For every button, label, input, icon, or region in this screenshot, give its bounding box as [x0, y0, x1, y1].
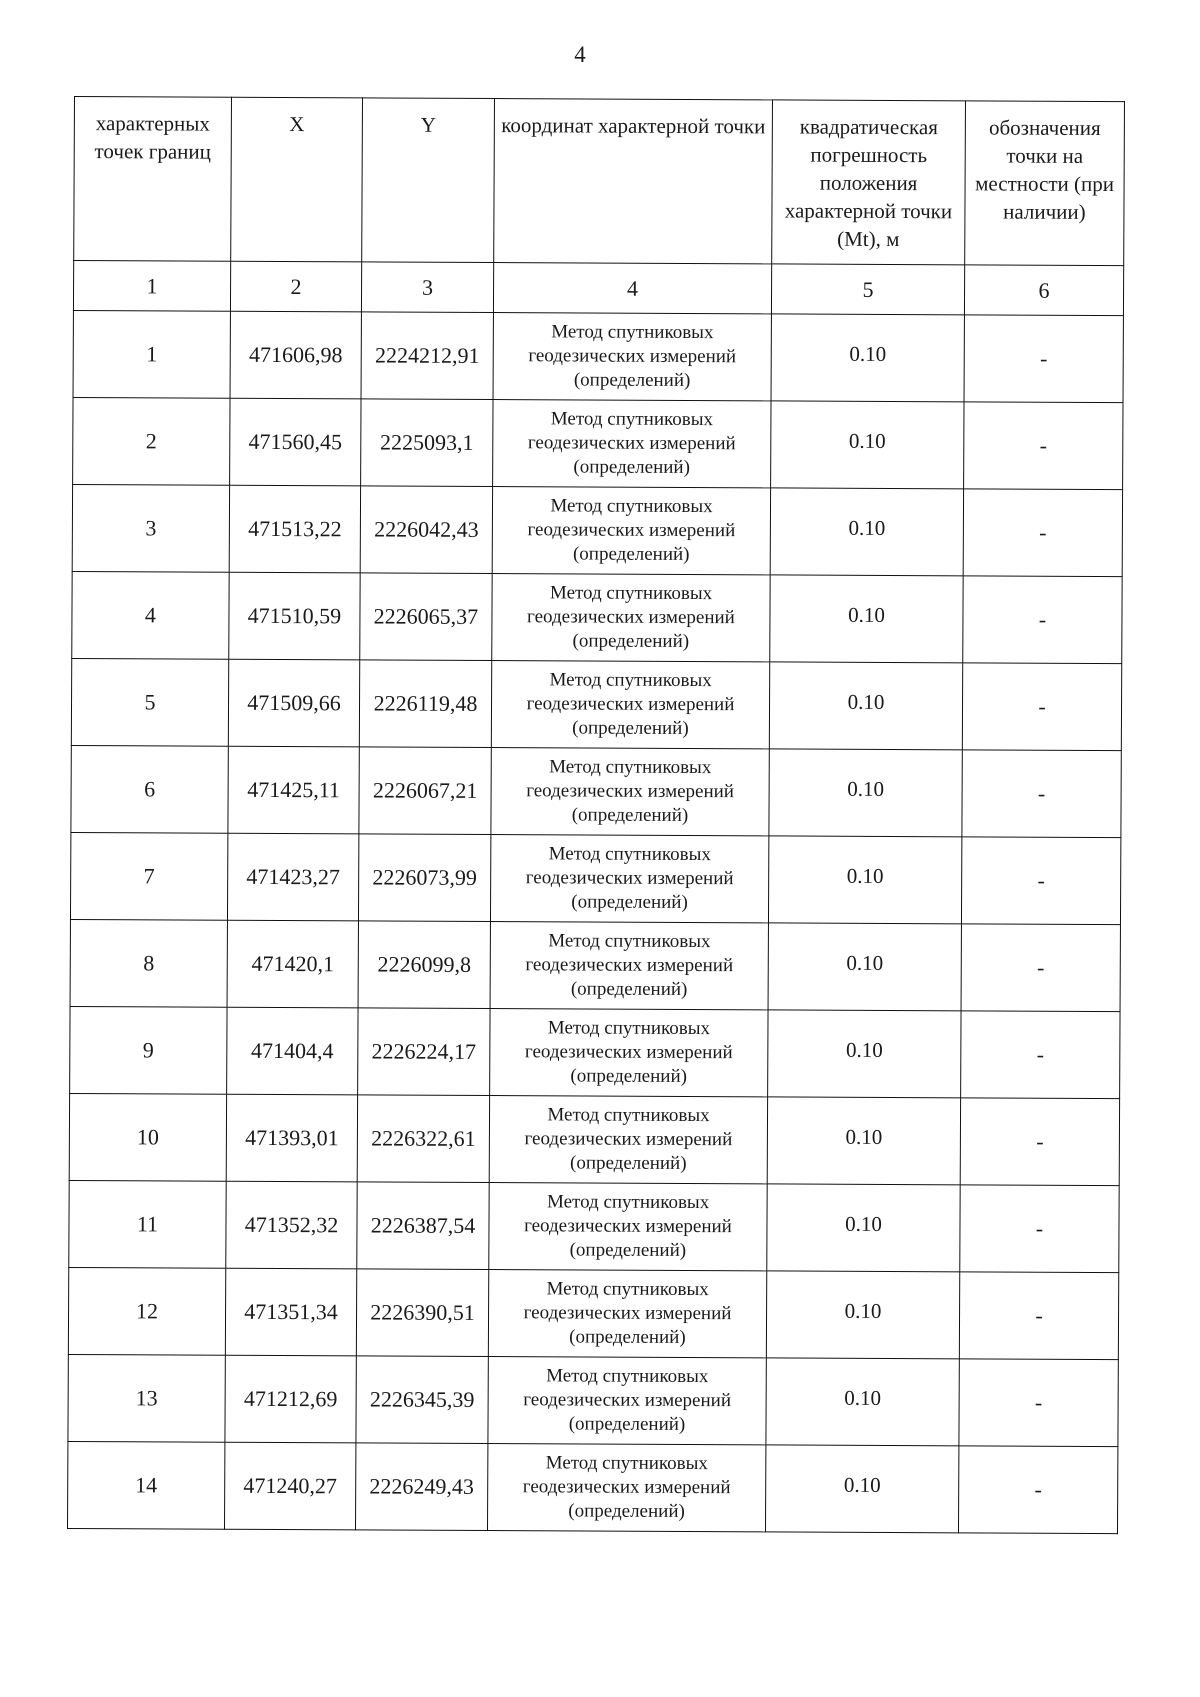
- cell-x: 471420,1: [227, 920, 358, 1008]
- cell-marker: -: [961, 837, 1120, 925]
- column-number: 1: [73, 261, 230, 312]
- cell-method: Метод спутниковых геодезических измерений (определений): [493, 400, 771, 488]
- cell-y: 2226387,54: [357, 1182, 489, 1270]
- cell-error: 0.10: [765, 1445, 958, 1533]
- cell-marker: -: [961, 924, 1120, 1012]
- cell-point: 1: [73, 310, 230, 398]
- header-y: Y: [362, 98, 495, 263]
- table-row: [70, 919, 1120, 1011]
- column-number: 3: [361, 262, 493, 313]
- cell-marker: -: [963, 489, 1122, 577]
- cell-x: 471560,45: [230, 398, 361, 486]
- table-row: [67, 1441, 1117, 1533]
- cell-error: 0.10: [766, 1358, 959, 1446]
- cell-x: 471404,4: [227, 1007, 358, 1095]
- cell-marker: -: [961, 1011, 1120, 1099]
- cell-error: 0.10: [768, 836, 961, 924]
- cell-method: Метод спутниковых геодезических измерений (определений): [490, 835, 768, 923]
- column-number-row: [73, 261, 1123, 316]
- cell-method: Метод спутниковых геодезических измерений (определений): [492, 574, 770, 662]
- table-row: [68, 1267, 1118, 1359]
- cell-error: 0.10: [769, 662, 962, 750]
- cell-x: 471393,01: [226, 1094, 357, 1182]
- page-number: 4: [574, 42, 586, 67]
- cell-marker: -: [962, 750, 1121, 838]
- cell-error: 0.10: [769, 749, 962, 837]
- cell-point: 14: [67, 1441, 224, 1529]
- cell-error: 0.10: [766, 1271, 959, 1359]
- table-row: [71, 658, 1121, 750]
- cell-point: 11: [69, 1180, 226, 1268]
- cell-point: 7: [70, 832, 227, 920]
- cell-y: 2226390,51: [356, 1269, 488, 1357]
- cell-point: 2: [73, 397, 230, 485]
- cell-point: 12: [68, 1267, 225, 1355]
- cell-method: Метод спутниковых геодезических измерений (определений): [491, 748, 769, 836]
- cell-y: 2226042,43: [360, 486, 492, 574]
- column-number: 6: [964, 265, 1123, 316]
- cell-point: 6: [71, 745, 228, 833]
- cell-point: 9: [70, 1006, 227, 1094]
- cell-method: Метод спутниковых геодезических измерений (определений): [489, 1183, 767, 1271]
- cell-x: 471510,59: [229, 572, 360, 660]
- table-row: [70, 832, 1120, 924]
- table-row: [69, 1180, 1119, 1272]
- table-row: [68, 1354, 1118, 1446]
- cell-y: 2226249,43: [355, 1443, 487, 1531]
- cell-y: 2226065,37: [360, 573, 492, 661]
- cell-x: 471351,34: [225, 1268, 356, 1356]
- cell-x: 471513,22: [229, 485, 360, 573]
- cell-x: 471423,27: [227, 833, 358, 921]
- cell-point: 3: [72, 484, 229, 572]
- cell-y: 2226067,21: [359, 747, 491, 835]
- table-row: [71, 745, 1121, 837]
- cell-y: 2226073,99: [358, 834, 490, 922]
- cell-x: 471606,98: [230, 311, 361, 399]
- header-error: квадратическая погрешность положения характерной точки (Mt), м: [772, 100, 966, 265]
- column-number: 5: [771, 264, 964, 315]
- cell-method: Метод спутниковых геодезических измерений (определений): [490, 922, 768, 1010]
- cell-x: 471425,11: [228, 746, 359, 834]
- cell-marker: -: [959, 1359, 1118, 1447]
- cell-point: 4: [72, 571, 229, 659]
- header-marker: обозначения точки на местности (при наличии): [965, 101, 1125, 266]
- cell-point: 10: [69, 1093, 226, 1181]
- cell-point: 5: [71, 658, 228, 746]
- cell-error: 0.10: [771, 314, 964, 402]
- cell-method: Метод спутниковых геодезических измерений (определений): [490, 1009, 768, 1097]
- cell-marker: -: [963, 576, 1122, 664]
- cell-y: 2226345,39: [356, 1356, 488, 1444]
- cell-method: Метод спутниковых геодезических измерений (определений): [493, 313, 771, 401]
- cell-error: 0.10: [768, 923, 961, 1011]
- cell-marker: -: [960, 1098, 1119, 1186]
- cell-error: 0.10: [770, 575, 963, 663]
- table-row: [70, 1006, 1120, 1098]
- table-row: [73, 397, 1123, 489]
- cell-y: 2224212,91: [361, 312, 493, 400]
- cell-y: 2225093,1: [361, 399, 493, 487]
- cell-marker: -: [962, 663, 1121, 751]
- table-row: [73, 310, 1123, 402]
- cell-error: 0.10: [768, 1010, 961, 1098]
- cell-y: 2226099,8: [358, 921, 490, 1009]
- cell-error: 0.10: [767, 1097, 960, 1185]
- cell-method: Метод спутниковых геодезических измерений (определений): [488, 1270, 766, 1358]
- cell-point: 13: [68, 1354, 225, 1442]
- table-row: [69, 1093, 1119, 1185]
- cell-marker: -: [958, 1446, 1117, 1534]
- cell-y: 2226119,48: [359, 660, 491, 748]
- header-method: координат характерной точки: [494, 99, 773, 264]
- table-body: [67, 97, 1124, 1534]
- header-x: X: [231, 97, 363, 262]
- cell-error: 0.10: [767, 1184, 960, 1272]
- cell-method: Метод спутниковых геодезических измерений (определений): [488, 1357, 766, 1445]
- cell-method: Метод спутниковых геодезических измерений (определений): [489, 1096, 767, 1184]
- cell-error: 0.10: [771, 401, 964, 489]
- cell-error: 0.10: [770, 488, 963, 576]
- table-row: [72, 484, 1122, 576]
- column-number: 2: [230, 261, 361, 312]
- cell-marker: -: [960, 1185, 1119, 1273]
- cell-method: Метод спутниковых геодезических измерений (определений): [492, 487, 770, 575]
- column-number: 4: [493, 263, 771, 314]
- cell-x: 471352,32: [226, 1181, 357, 1269]
- cell-marker: -: [959, 1272, 1118, 1360]
- cell-x: 471212,69: [225, 1355, 356, 1443]
- cell-x: 471240,27: [224, 1442, 355, 1530]
- header-point: характерных точек границ: [74, 97, 232, 262]
- cell-marker: -: [964, 315, 1123, 403]
- table-row: [72, 571, 1122, 663]
- coordinates-table: [67, 96, 1125, 1534]
- cell-y: 2226224,17: [358, 1008, 490, 1096]
- cell-x: 471509,66: [228, 659, 359, 747]
- cell-method: Метод спутниковых геодезических измерений (определений): [487, 1444, 765, 1532]
- cell-marker: -: [964, 402, 1123, 490]
- cell-y: 2226322,61: [357, 1095, 489, 1183]
- cell-method: Метод спутниковых геодезических измерений (определений): [491, 661, 769, 749]
- cell-point: 8: [70, 919, 227, 1007]
- header-row: [74, 97, 1125, 266]
